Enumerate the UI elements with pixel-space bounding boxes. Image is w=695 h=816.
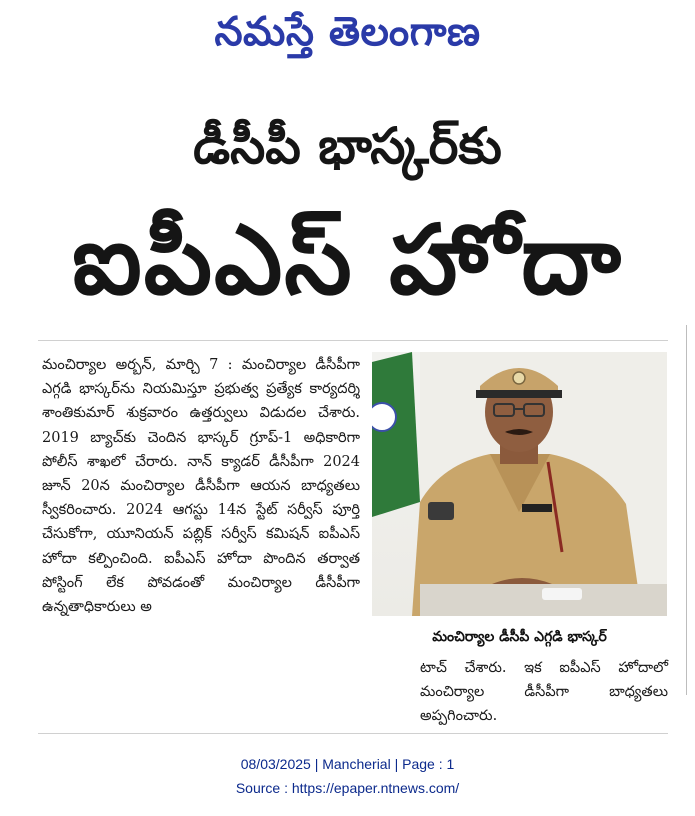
headline-line1: డీసీపీ భాస్కర్‌కు [193,117,502,175]
footer [0,752,695,800]
footer-source: Source : https://epaper.ntnews.com/ [235,780,460,796]
top-rule [38,340,668,341]
article-column1 [42,353,360,619]
news-photo [372,352,667,616]
page-edge-line [686,325,687,695]
article-body-text: మంచిర్యాల అర్బన్, మార్చి 7 : మంచిర్యాల డీసీపీగా ఎగ్గడి భాస్కర్‌ను నియమిస్తూ ప్రభుత్వ ప్రత్యేక కార్యదర్శి శాంతికుమార్ శుక్రవారం ఉత్తర్వులు విడుదల చేశారు. 2019 బ్యాచ్‌కు చెందిన భాస్కర్ గ్రూప్-1 అధికారిగా పోలీస్ శాఖలో చేరారు. నాన్ క్యాడర్ డీసీపీగా 2024 జూన్ 20న మంచిర్యాల డీసీపీగా ఆయన బాధ్యతలు స్వీకరించారు. 2024 ఆగస్టు 14న స్టేట్ సర్వీస్ పూర్తి చేసుకోగా, యూనియన్ పబ్లిక్ సర్వీస్ కమిషన్ ఐపీఎస్ హోదా కల్పించింది. ఐపీఎస్ హోదా పొందిన తర్వాత పోస్టింగ్ లేక పోవడంతో మంచిర్యాల డీసీపీగా ఉన్నతాధికారులు అ [42,357,360,616]
photo-caption: మంచిర్యాల డీసీపీ ఎగ్గడి భాస్కర్ [432,629,607,645]
masthead: నమస్తే తెలంగాణ [214,9,481,55]
headline-line2: ఐపీఎస్ హోదా [71,204,624,316]
officer-portrait-image [372,352,667,616]
footer-date-edition: 08/03/2025 | Mancherial | Page : 1 [240,756,455,772]
article-column2: టాచ్ చేశారు. ఇక ఐపీఎస్ హోదాలో మంచిర్యాల డీసీపీగా బాధ్యతలు అప్పగించారు. [420,660,668,725]
bottom-rule [38,733,668,734]
